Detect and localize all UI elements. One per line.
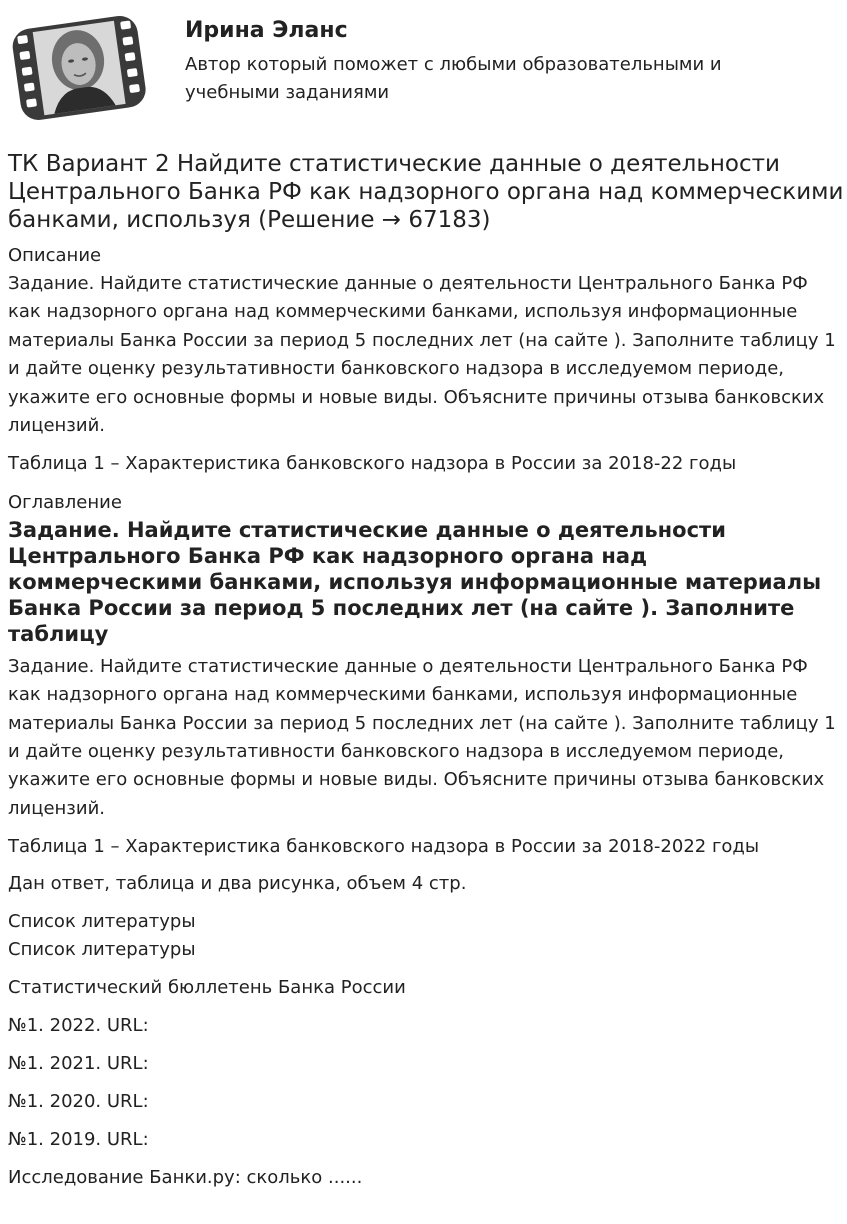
page-title: ТК Вариант 2 Найдите статистические данные о деятельности Центрального Банка РФ как надзорного органа над коммерческими банками, используя (Решение → 67183) — [8, 151, 844, 233]
description-task: Задание. Найдите статистические данные о деятельности Центрального Банка РФ как надзорного органа над коммерческими банками, используя информационные материалы Банка России за период 5 последних лет (на сайте ). Заполните таблицу 1 и дайте оценку результативности банковского надзора в исследуемом периоде, укажите его основные формы и новые виды. Объясните причины отзыва банковских лицензий. — [8, 273, 836, 437]
author-avatar-icon — [8, 8, 150, 126]
author-name: Ирина Эланс — [185, 18, 348, 43]
toc-task: Задание. Найдите статистические данные о деятельности Центрального Банка РФ как надзорного органа над коммерческими банками, используя информационные материалы Банка России за период 5 последних лет (на сайте ). Заполните таблицу 1 и дайте оценку результативности банковского надзора в исследуемом периоде, укажите его основные формы и новые виды. Объясните причины отзыва банковских лицензий. — [8, 655, 836, 819]
reference-item: №1. 2021. URL: — [8, 1053, 149, 1075]
description-label: Описание — [8, 245, 102, 266]
toc-label: Оглавление — [8, 491, 122, 513]
reference-item: №1. 2020. URL: — [8, 1091, 149, 1113]
author-description: Автор который поможет с любыми образовательными и учебными заданиями — [185, 54, 722, 103]
reference-item: №1. 2022. URL: — [8, 1015, 149, 1037]
author-card — [8, 8, 838, 128]
reference-item: Статистический бюллетень Банка России — [8, 977, 406, 999]
references-label: Список литературы — [8, 911, 196, 933]
reference-item: №1. 2019. URL: — [8, 1129, 149, 1151]
toc-answer-note: Дан ответ, таблица и два рисунка, объем 4 стр. — [8, 872, 467, 894]
main-content — [8, 150, 844, 1192]
toc-table-caption: Таблица 1 – Характеристика банковского надзора в России за 2018-2022 годы — [8, 836, 760, 858]
reference-item: Исследование Банки.ру: сколько ...... — [8, 1167, 363, 1189]
toc-heading: Задание. Найдите статистические данные о деятельности Центрального Банка РФ как надзорного органа над коммерческими банками, используя информационные материалы Банка России за период 5 последних лет (на сайте ). Заполните таблицу — [8, 517, 822, 646]
references-list — [8, 974, 844, 1192]
references-heading: Список литературы — [8, 939, 196, 961]
description-table-caption: Таблица 1 – Характеристика банковского надзора в России за 2018-22 годы — [8, 453, 737, 475]
